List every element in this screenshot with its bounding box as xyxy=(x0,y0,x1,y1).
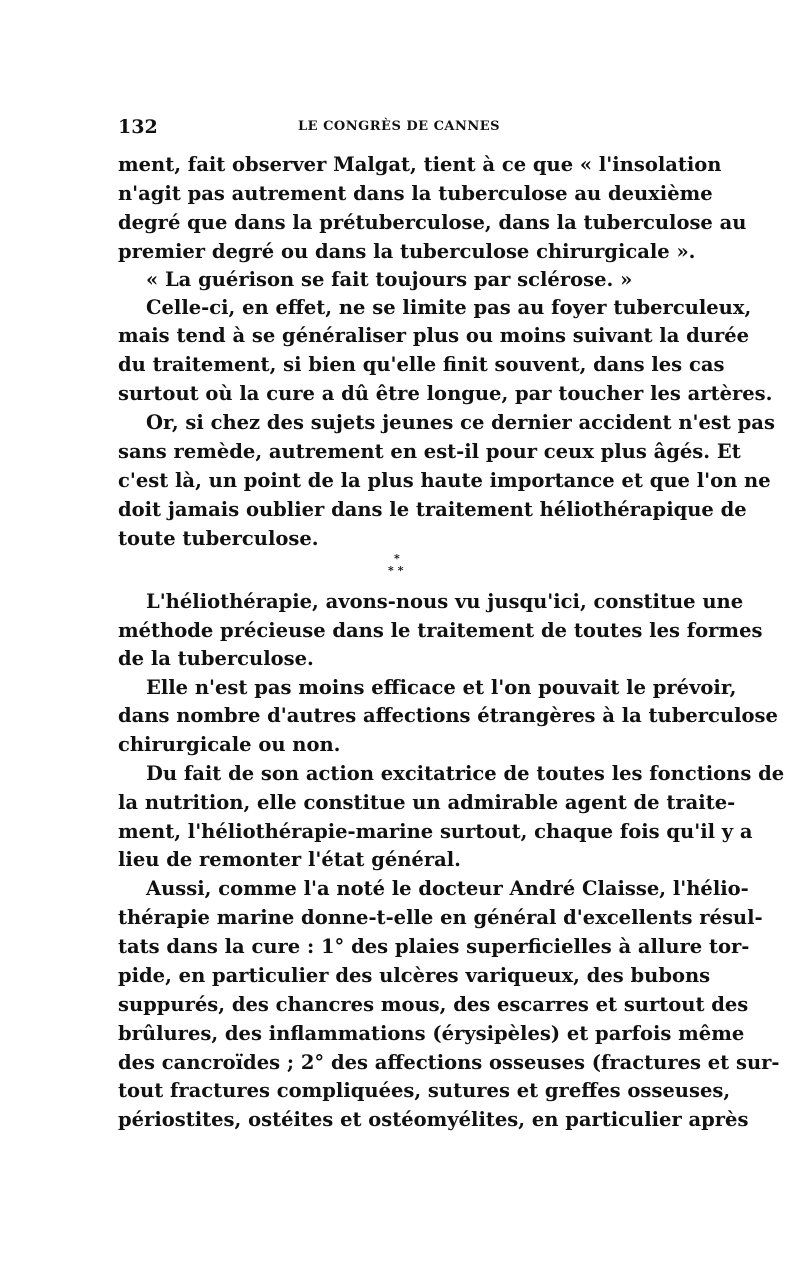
running-head xyxy=(118,116,676,140)
text-line: chirurgicale ou non. xyxy=(118,733,341,756)
text-line: c'est là, un point de la plus haute importance et que l'on ne xyxy=(118,469,771,492)
text-line: mais tend à se généraliser plus ou moins suivant la durée xyxy=(118,324,750,347)
text-line: la nutrition, elle constitue un admirable agent de traite- xyxy=(118,791,736,814)
section-separator xyxy=(380,552,420,584)
text-line: premier degré ou dans la tuberculose chirurgicale ». xyxy=(118,240,696,263)
text-line: dans nombre d'autres affections étrangères à la tuberculose xyxy=(118,704,778,727)
text-line: pide, en particulier des ulcères variqueux, des bubons xyxy=(118,964,711,987)
text-line: des cancroïdes ; 2° des affections osseuses (fractures et sur- xyxy=(118,1051,780,1074)
text-line: Elle n'est pas moins efficace et l'on pouvait le prévoir, xyxy=(146,676,737,699)
text-line: méthode précieuse dans le traitement de toutes les formes xyxy=(118,619,763,642)
text-line: ment, fait observer Malgat, tient à ce que « l'insolation xyxy=(118,153,722,176)
text-line: du traitement, si bien qu'elle finit souvent, dans les cas xyxy=(118,353,725,376)
text-line: ment, l'héliothérapie-marine surtout, chaque fois qu'il y a xyxy=(118,820,753,843)
text-line: thérapie marine donne-t-elle en général d'excellents résul- xyxy=(118,906,763,929)
text-line: toute tuberculose. xyxy=(118,527,319,550)
asterism-top: * xyxy=(394,552,400,565)
text-line: degré que dans la prétuberculose, dans la tuberculose au xyxy=(118,211,747,234)
text-line: doit jamais oublier dans le traitement héliothérapique de xyxy=(118,498,747,521)
page-number: 132 xyxy=(118,116,158,138)
text-line: « La guérison se fait toujours par sclérose. » xyxy=(146,268,633,291)
text-line: brûlures, des inflammations (érysipèles) et parfois même xyxy=(118,1022,745,1045)
asterism-bottom: ** xyxy=(388,564,408,577)
text-line: suppurés, des chancres mous, des escarres et surtout des xyxy=(118,993,749,1016)
text-line: tats dans la cure : 1° des plaies superficielles à allure tor- xyxy=(118,935,750,958)
text-line: périostites, ostéites et ostéomyélites, en particulier après xyxy=(118,1108,749,1131)
text-line: L'héliothérapie, avons-nous vu jusqu'ici, constitue une xyxy=(146,590,744,613)
text-line: Or, si chez des sujets jeunes ce dernier accident n'est pas xyxy=(146,411,775,434)
text-line: surtout où la cure a dû être longue, par toucher les artères. xyxy=(118,382,773,405)
text-line: sans remède, autrement en est-il pour ceux plus âgés. Et xyxy=(118,440,741,463)
text-line: Celle-ci, en effet, ne se limite pas au foyer tuberculeux, xyxy=(146,296,752,319)
text-line: n'agit pas autrement dans la tuberculose au deuxième xyxy=(118,182,713,205)
text-line: Aussi, comme l'a noté le docteur André Claisse, l'hélio- xyxy=(146,877,749,900)
text-line: Du fait de son action excitatrice de toutes les fonctions de xyxy=(146,762,785,785)
text-line: de la tuberculose. xyxy=(118,647,314,670)
text-line: tout fractures compliquées, sutures et greffes osseuses, xyxy=(118,1079,731,1102)
text-line: lieu de remonter l'état général. xyxy=(118,848,461,871)
running-title: LE CONGRÈS DE CANNES xyxy=(298,119,501,134)
